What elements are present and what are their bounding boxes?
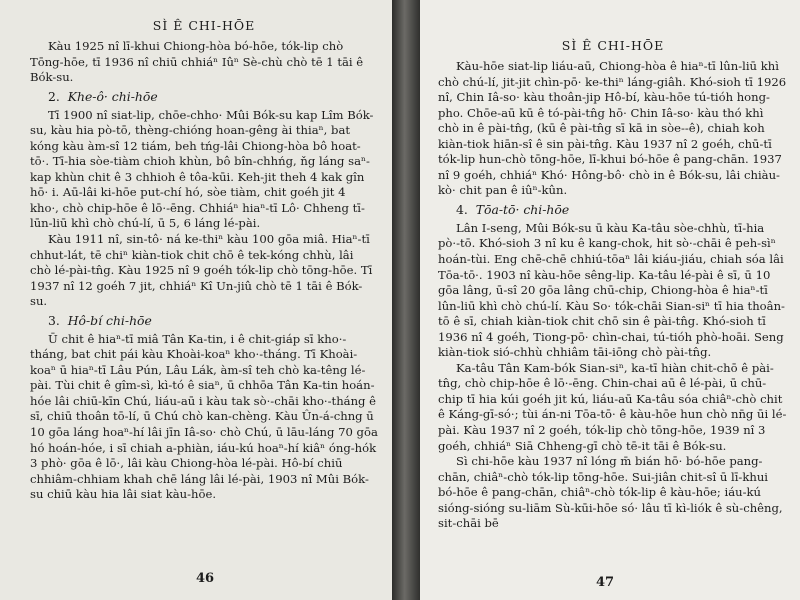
paragraph: Kàu 1925 nî lī-khui Chiong-hòa bó-hōe, tók-lip chò Tōng-hōe, tī 1936 nî chiū chhiáⁿ Iûⁿ Sè-chù chò tē 1 tāi ê Bók-su. <box>30 39 364 85</box>
section-title: Hô-bí chi-hōe <box>67 312 152 328</box>
section-number: 4. <box>456 201 468 217</box>
page-body <box>30 39 378 503</box>
paragraph: Kàu 1911 nî, sin-tô· ná ke-thiⁿ kàu 100 gōa miâ. Hiaⁿ-tī chhut-lát, tē chiⁿ kiàn-tiok chit chō ê tek-kóng chhù, lâi chò lé-pài-tn̂g. Kàu 1925 nî 9 goéh tók-lip chò tōng-hōe. Tī 1937 nî 12 goéh 7 jit, chhiáⁿ Kî Un-jiû chò tē 1 tāi ê Bók-su. <box>30 232 373 309</box>
paragraph: Kàu-hōe siat-lip liáu-aū, Chiong-hòa ê hiaⁿ-tī lûn-liū khì chò chú-lí, jit-jit chìn-pō· ke-thiⁿ láng-giâh. Khó-sioh tī 1926 nî, Chin Iâ-so· kàu thoân-jip Hô-bí, kàu-hōe tú-tióh hong-pho. Chōe-aū kū ê tó-pài-tn̂g hō· Chin Iâ-so· kàu thó khì chò in ê pài-tn̂g, (kū ê pài-tn̂g sī kā in sòe--ê), chiah koh kiàn-tiok hiān-sî ê sin pài-tn̂g. Kàu 1937 nî 2 goéh, chū-tī tók-lip hun-chò tōng-hōe, lī-khui bó-hōe ê pang-chān. 1937 nî 9 goéh, chhiáⁿ Khó· Hông-bô· chò in ê Bók-su, lâi chiàu-kò· chit pan ê iûⁿ-kûn. <box>438 59 787 198</box>
paragraph: Lân I-seng, Mûi Bók-su ū kàu Ka-tâu sòe-chhù, tī-hia pò·-tō. Khó-sioh 3 nî ku ê kang-chok, hit sò·-chāi ê peh-sìⁿ hoán-tùi. Eng chē-chē chhiú-tōaⁿ lâi kiáu-jiáu, chiah sóa lâi Tōa-tō·. 1903 nî kàu-hōe sêng-lip. Ka-tâu lé-pài ê sī, ū 10 gōa lâng, ū-sî 20 gōa lâng chū-chip, Chiong-hòa ê hiaⁿ-tī lûn-liū khì chò chú-lí. Kàu So· tók-chāi Sian-siⁿ tī hia thoân-tō ê sī, chiah kiàn-tiok chit chō sin ê pài-tn̂g. Khó-sioh tī 1936 nî 4 goéh, Tiong-pō· chìn-chai, tú-tióh phò-hoāi. Seng kiàn-tiok sió-chhù chhiâm tāi-iōng chò pài-tn̂g. <box>438 220 785 360</box>
section-heading <box>30 86 378 108</box>
left-page <box>0 0 392 600</box>
paragraph: Ka-tâu Tân Kam-bók Sian-siⁿ, ka-tī hiàn chit-chō ê pài-tn̂g, chò chip-hōe ê lō·-ēng. Chin-chai aū ê lé-pài, ū chū-chip tī hia kúi goéh jit kú, liáu-aū Ka-tâu sóa chiâⁿ-chò chit ê Káng-gī-só·; tùi án-ni Tōa-tō· ê kàu-hōe hun chò nn̄g ūi lé-pài. Kàu 1937 nî 2 goéh, tók-lip chò tōng-hōe, 1939 nî 3 goéh, chhiáⁿ Siā Chheng-gī chò tē-it tāi ê Bók-su. <box>438 360 787 453</box>
section-title: Khe-ô· chi-hōe <box>67 88 158 104</box>
page-number: 47 <box>596 575 615 590</box>
section-heading <box>30 310 378 332</box>
page-number: 46 <box>196 571 215 586</box>
section-number: 3. <box>48 312 60 328</box>
section-number: 2. <box>48 88 60 104</box>
book-gutter <box>392 0 420 600</box>
section-title: Tōa-tō· chi-hōe <box>475 201 570 217</box>
running-header: SÌ Ê CHI-HŌE <box>561 38 665 53</box>
paragraph: Tī 1900 nî siat-lip, chōe-chho· Mûi Bók-su kap Lîm Bók-su, kàu hia pò-tō, thèng-chióng hoan-gêng ài thiaⁿ, bat kóng kàu àm-sî 12 tiám, beh tńg-lâi Chiong-hòa bô hoat-tō·. Tī-hia sòe-tiàm chioh khùn, bô bîn-chhńg, ňg láng saⁿ-kap khùn chit ê 3 chhioh ê tôa-kūi. Keh-jit theh 4 kak gîn hō· i. Aū-lâi ki-hōe put-chí hó, sòe tiàm, chit goéh jit 4 kho·, chò chip-hōe ê lō·-ēng. Chhiáⁿ hiaⁿ-tī Lô· Chheng tī-lūn-liū khì chò chú-lí, ū 5, 6 láng lé-pài. <box>30 107 374 231</box>
running-header: SÌ Ê CHI-HŌE <box>152 18 256 33</box>
paragraph: Ū chit ê hiaⁿ-tī miâ Tân Ka-tin, i ê chit-giáp sī kho·-tháng, bat chit pái kàu Khoài-koaⁿ kho·-tháng. Tī Khoài-koaⁿ ū hiaⁿ-tī Lâu Pún, Lâu Lák, àm-sî teh chò ka-têng lé-pài. Tùi chit ê gîm-sì, kì-tó ê siaⁿ, ū chhōa Tân Ka-tin hoán-hóe lâi chiū-kīn Chú, liáu-aū i kàu tak sò·-chāi kho·-tháng ê sī, chiū thoân tō-lí, ū Chú chò kan-chèng. Kàu Ûn-á-chng ū 10 gōa láng hoaⁿ-hí lâi jīn Iâ-so· chò Chú, ū lāu-láng 70 gōa hó hoán-hóe, i sī chiah a-phiàn, iáu-kú hoaⁿ-hí kiâⁿ óng-hók 3 phò· gōa ê lō·, lâi kàu Chiong-hòa lé-pài. Hô-bí chiū chhiâm-chhiam khah chē láng lâi lé-pài, 1903 nî Mûi Bók-su chiū kàu hia lâi siat kàu-hōe. <box>30 331 378 502</box>
section-heading <box>438 199 788 221</box>
page-body <box>438 59 788 532</box>
right-page <box>420 0 800 600</box>
paragraph: Sì chi-hōe kàu 1937 nî lóng m̄ bián hō· bó-hōe pang-chān, chiâⁿ-chò tók-lip tōng-hōe. Sui-jiân chit-sî ū lī-khui bó-hōe ê pang-chān, chiâⁿ-chò tók-lip ê kàu-hōe; iáu-kú sióng-sióng su-liām Sù-kūi-hōe só· lâu tī kì-liók ê sù-chêng, sit-chāi bē <box>438 454 783 531</box>
